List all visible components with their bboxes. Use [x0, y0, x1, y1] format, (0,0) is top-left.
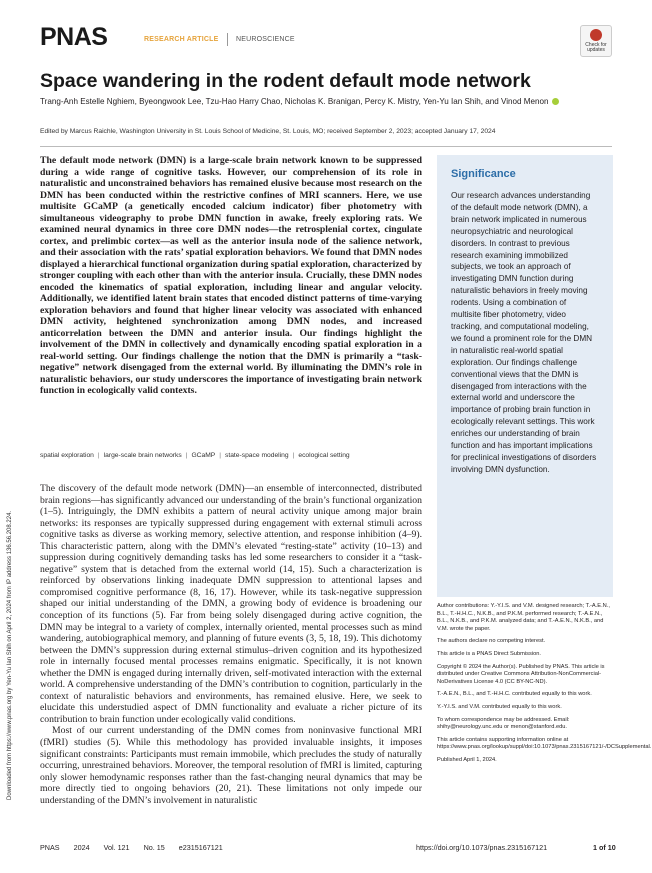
article-title: Space wandering in the rodent default mode network	[40, 70, 531, 92]
author-notes	[437, 603, 652, 770]
journal-logo: PNAS	[40, 23, 108, 51]
footer-doi-link[interactable]: https://doi.org/10.1073/pnas.2315167121	[416, 843, 548, 852]
significance-text: Our research advances understanding of the default mode network (DMN), a brain network implicated in numerous neuropsychiatric and neurological disorders. In contrast to previous research examining immobilized subjects, we took an approach of investigating DMN function during naturalistic behaviors in freely moving rodents. Using a combination of multisite fiber photometry, video tracking, and computational modeling, we found a prominent role for the DMN in naturalistic real-world spatial exploration. Our findings challenge conventional views that the DMN is disengaged from interactions with the external world and underscore the importance of probing brain function in ecologically relevant settings. This work enriches our understanding of brain function and has important implications for preclinical investigations of disorders involving DMN dysfunction.	[451, 191, 597, 474]
note: The authors declare no competing interest.	[437, 638, 546, 645]
keyword[interactable]: state-space modeling	[225, 452, 289, 459]
download-sidebar	[7, 300, 21, 800]
page-number: 1 of 10	[593, 843, 616, 852]
download-info: Downloaded from https://www.pnas.org by Yen-Yu Ian Shih on April 2, 2024 from IP address 136.56.208.224.	[7, 510, 13, 800]
note: This article contains supporting information online at https://www.pnas.org/lookup/suppl/doi:10.1073/pnas.2315167121/-/DCSupplemental.	[437, 736, 652, 751]
section-label[interactable]: NEUROSCIENCE	[236, 36, 295, 43]
badge-label: Check for updates	[585, 42, 607, 53]
footer-year: 2024	[73, 843, 90, 852]
edited-by: Edited by Marcus Raichle, Washington University in St. Louis School of Medicine, St. Louis, MO; received September 2, 2023; accepted January 17, 2024	[40, 128, 496, 135]
header-divider	[40, 146, 612, 147]
footer-article-number: e2315167121	[178, 843, 223, 852]
keyword[interactable]: spatial exploration	[40, 452, 94, 459]
article-type[interactable]: RESEARCH ARTICLE	[144, 36, 219, 43]
body-paragraph: The discovery of the default mode network (DMN)—an ensemble of interconnected, distributed brain regions—has significantly advanced our understanding of the brain’s functional organization (1–5). Intriguingly, the DMN exhibits a pattern of neural activity unique among major brain networks: its responses are typically suppressed during engagement with external stimuli across cognitive tasks as diverse as working memory, selective attention, and response inhibition (4–9). This characteristic pattern, along with the DMN’s elevated “resting-state” activity (10–13) and suppression during cognitively demanding tasks has led some researchers to consider it a “task-negative” system that is detached from the external world (14, 15). Such a characterization is reinforced by observations linking inadequate DMN suppression to attentional lapses and compromised cognitive performance (8, 16, 17). However, while its task-negative suppression shaped our initial understanding of the DMN, a growing body of evidence is broadening our conception of its functions (5). Far from being solely disengaged during active cognition, the DMN may be integral to a variety of complex, internally oriented, mental processes such as mind wandering, autobiographical memory, and planning of future events (3, 5, 18, 19). This dichotomy between the DMN’s suppression during external stimulus–driven cognition and its hypothesized role in internally focused mental processes remains enigmatic. Specifically, it is not known whether the DMN is engaged during internally driven, self-motivated interaction with the external world. A comprehensive understanding of the DMN’s contribution to cognition, particularly in the context of naturalistic behaviors and environments, has remained elusive. Here, we seek to elucidate this understudied aspect of DMN functionality and evaluate a richer picture of its contribution to brain function under ecologically valid conditions.	[40, 483, 422, 725]
authors-text: Trang-Anh Estelle Nghiem, Byeongwook Lee, Tzu-Hao Harry Chao, Nicholas K. Branigan, Percy K. Mistry, Yen-Yu Ian Shih, and Vinod Menon	[40, 97, 549, 106]
note: Y.-Y.I.S. and V.M. contributed equally to this work.	[437, 703, 562, 710]
category-divider	[227, 33, 228, 46]
keywords: spatial exploration | large-scale brain networks | GCaMP | state-space modeling | ecological setting	[40, 452, 350, 459]
keyword[interactable]: ecological setting	[298, 452, 350, 459]
body-text	[40, 483, 422, 806]
check-for-updates-badge[interactable]	[580, 25, 612, 57]
keyword[interactable]: large-scale brain networks	[103, 452, 182, 459]
orcid-icon[interactable]	[552, 98, 559, 105]
note: Published April 1, 2024.	[437, 756, 497, 763]
note: This article is a PNAS Direct Submission.	[437, 650, 541, 657]
footer-left	[40, 843, 235, 852]
footer-issue: No. 15	[143, 843, 165, 852]
footer-volume: Vol. 121	[103, 843, 130, 852]
update-icon	[590, 29, 602, 41]
note: To whom correspondence may be addressed. Email: shihy@neurology.unc.edu or menon@stanford.edu.	[437, 716, 570, 731]
note: Copyright © 2024 the Author(s). Published by PNAS. This article is distributed under Creative Commons Attribution-NonCommercial-NoDerivatives License 4.0 (CC BY-NC-ND).	[437, 663, 605, 685]
footer-journal: PNAS	[40, 843, 60, 852]
author-list	[40, 96, 610, 108]
significance-title: Significance	[451, 168, 516, 180]
keyword[interactable]: GCaMP	[191, 452, 216, 459]
body-paragraph: Most of our current understanding of the DMN comes from noninvasive functional MRI (fMRI) studies (5). While this methodology has provided invaluable insights, it imposes significant constraints: Participants must remain immobile, which precludes the study of naturally occurring, unrestrained behaviors. Moreover, the temporal resolution of fMRI is limited, capturing only slower hemodynamic responses rather than the fast-changing neural dynamics that may be more directly tied to ongoing behaviors (20, 21). These limitations not only impede our understanding of the DMN’s involvement in naturalistic	[40, 725, 422, 806]
note: T.-A.E.N., B.L., and T.-H.H.C. contributed equally to this work.	[437, 691, 592, 698]
abstract: The default mode network (DMN) is a large-scale brain network known to be suppressed during a wide range of cognitive tasks. However, our comprehension of its role in naturalistic and unconstrained behaviors has remained elusive because most research on the DMN has been conducted within the restrictive confines of MRI scanners. Here, we use multisite GCaMP (a genetically encoded calcium indicator) fiber photometry with simultaneous videography to probe DMN function in awake, freely exploring rats. We examined neural dynamics in three core DMN nodes—the retrosplenial cortex, cingulate cortex, and prelimbic cortex—as well as the anterior insula node of the salience network, and their association with the rats’ spatial exploration behaviors. We found that DMN nodes displayed a hierarchical functional organization during spatial exploration, characterized by stronger coupling with each other than with the anterior insula. Crucially, these DMN nodes encoded the kinematics of spatial exploration, including linear and angular velocity. Additionally, we identified latent brain states that encoded distinct patterns of time-varying exploration behaviors and found that higher linear velocity was associated with enhanced DMN activity, heightened synchronization among DMN nodes, and increased anticorrelation between the DMN and anterior insula. Our findings highlight the involvement of the DMN in collectively and dynamically encoding spatial exploration in a real-world setting. Our findings challenge the notion that the DMN is primarily a “task-negative” network disengaged from the external world. By illuminating the DMN’s role in naturalistic behaviors, our study underscores the importance of investigating brain network function in ecologically valid contexts.	[40, 155, 422, 396]
note: Author contributions: Y.-Y.I.S. and V.M. designed research; T.-A.E.N., B.L., T.-H.H.C., N.K.B., and P.K.M. performed research; T.-A.E.N., B.L., N.K.B., and P.K.M. analyzed data; and T.-A.E.N., N.K.B., and V.M. wrote the paper.	[437, 603, 610, 632]
